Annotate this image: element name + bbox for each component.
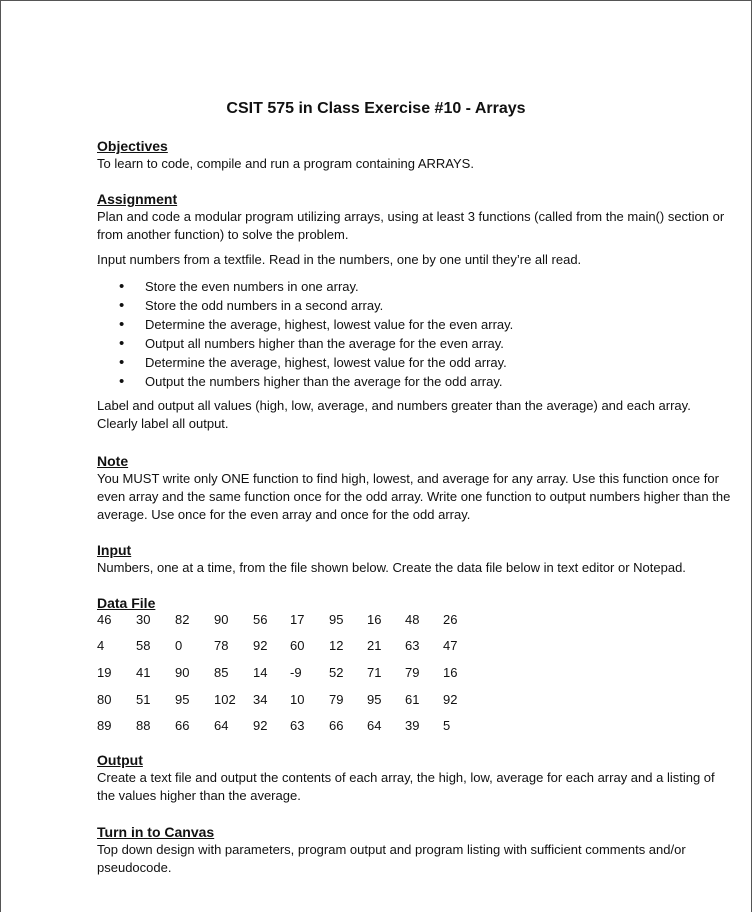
- table-cell: 10: [290, 692, 305, 707]
- note-heading: Note: [97, 453, 129, 469]
- table-cell: 19: [97, 665, 112, 680]
- table-cell: 78: [214, 638, 229, 653]
- table-cell: 47: [443, 638, 458, 653]
- table-cell: 85: [214, 665, 229, 680]
- table-cell: 71: [367, 665, 382, 680]
- table-cell: 21: [367, 638, 382, 653]
- assignment-text-2: Input numbers from a textfile. Read in the numbers, one by one until they’re all read.: [97, 252, 582, 267]
- table-cell: 79: [405, 665, 420, 680]
- table-cell: 4: [97, 638, 105, 653]
- bullet-item: • Determine the average, highest, lowest value for the odd array.: [97, 353, 733, 372]
- turn-in-section: [97, 824, 733, 877]
- assignment-bullets: [97, 277, 733, 391]
- assignment-section: [97, 191, 733, 433]
- table-cell: 95: [329, 612, 344, 627]
- table-cell: 95: [367, 692, 382, 707]
- table-cell: 79: [329, 692, 344, 707]
- bullet-item: • Store the odd numbers in a second array.: [97, 296, 733, 315]
- input-text: Numbers, one at a time, from the file shown below. Create the data file below in text editor or Notepad.: [97, 560, 686, 575]
- table-cell: 46: [97, 612, 112, 627]
- table-cell: 14: [253, 665, 268, 680]
- table-cell: 82: [175, 612, 190, 627]
- output-heading: Output: [97, 752, 143, 768]
- table-cell: 60: [290, 638, 305, 653]
- table-cell: 102: [214, 692, 236, 707]
- table-cell: 61: [405, 692, 420, 707]
- table-cell: 39: [405, 718, 420, 733]
- table-cell: 0: [175, 638, 183, 653]
- table-cell: 90: [175, 665, 190, 680]
- data-file-section: [97, 595, 733, 612]
- table-cell: 58: [136, 638, 151, 653]
- assignment-text-3: Label and output all values (high, low, average, and numbers greater than the average) and each array. Clearly label all output.: [97, 398, 691, 431]
- note-text: You MUST write only ONE function to find high, lowest, and average for any array. Use this function once for even array and the same function once for the odd array. Write one function to output numbers higher than the average. Use once for the even array and once for the odd array.: [97, 471, 731, 522]
- table-cell: 92: [253, 718, 268, 733]
- objectives-text: To learn to code, compile and run a program containing ARRAYS.: [97, 156, 474, 171]
- table-cell: 89: [97, 718, 112, 733]
- table-cell: 34: [253, 692, 268, 707]
- assignment-text-1: Plan and code a modular program utilizing arrays, using at least 3 functions (called from the main() section or from another function) to solve the problem.: [97, 209, 725, 242]
- bullet-item: • Output all numbers higher than the average for the even array.: [97, 334, 733, 353]
- bullet-item: • Store the even numbers in one array.: [97, 277, 733, 296]
- objectives-heading: Objectives: [97, 138, 168, 154]
- table-cell: 52: [329, 665, 344, 680]
- table-cell: 92: [443, 692, 458, 707]
- table-cell: 16: [367, 612, 382, 627]
- table-cell: 56: [253, 612, 268, 627]
- table-cell: 63: [290, 718, 305, 733]
- output-section: [97, 752, 733, 805]
- table-cell: 48: [405, 612, 420, 627]
- page-title: CSIT 575 in Class Exercise #10 - Arrays: [226, 100, 526, 117]
- table-cell: 5: [443, 718, 451, 733]
- output-text: Create a text file and output the contents of each array, the high, low, average for each array and a listing of the values higher than the average.: [97, 770, 715, 803]
- table-cell: -9: [290, 665, 302, 680]
- note-section: [97, 453, 733, 524]
- turn-in-text: Top down design with parameters, program output and program listing with sufficient comments and/or pseudocode.: [97, 842, 686, 875]
- table-cell: 51: [136, 692, 151, 707]
- assignment-heading: Assignment: [97, 191, 178, 207]
- turn-in-heading: Turn in to Canvas: [97, 824, 215, 840]
- table-cell: 26: [443, 612, 458, 627]
- bullet-item: • Output the numbers higher than the average for the odd array.: [97, 372, 733, 391]
- table-cell: 66: [329, 718, 344, 733]
- input-heading: Input: [97, 542, 132, 558]
- table-cell: 64: [214, 718, 229, 733]
- table-cell: 16: [443, 665, 458, 680]
- table-cell: 17: [290, 612, 305, 627]
- table-cell: 92: [253, 638, 268, 653]
- table-cell: 95: [175, 692, 190, 707]
- bullet-item: • Determine the average, highest, lowest value for the even array.: [97, 315, 733, 334]
- table-cell: 88: [136, 718, 151, 733]
- table-cell: 41: [136, 665, 151, 680]
- table-cell: 63: [405, 638, 420, 653]
- table-cell: 64: [367, 718, 382, 733]
- table-cell: 66: [175, 718, 190, 733]
- input-section: [97, 542, 733, 577]
- data-file-heading: Data File: [97, 595, 156, 611]
- table-cell: 80: [97, 692, 112, 707]
- table-cell: 12: [329, 638, 344, 653]
- table-cell: 30: [136, 612, 151, 627]
- table-cell: 90: [214, 612, 229, 627]
- objectives-section: [97, 138, 733, 173]
